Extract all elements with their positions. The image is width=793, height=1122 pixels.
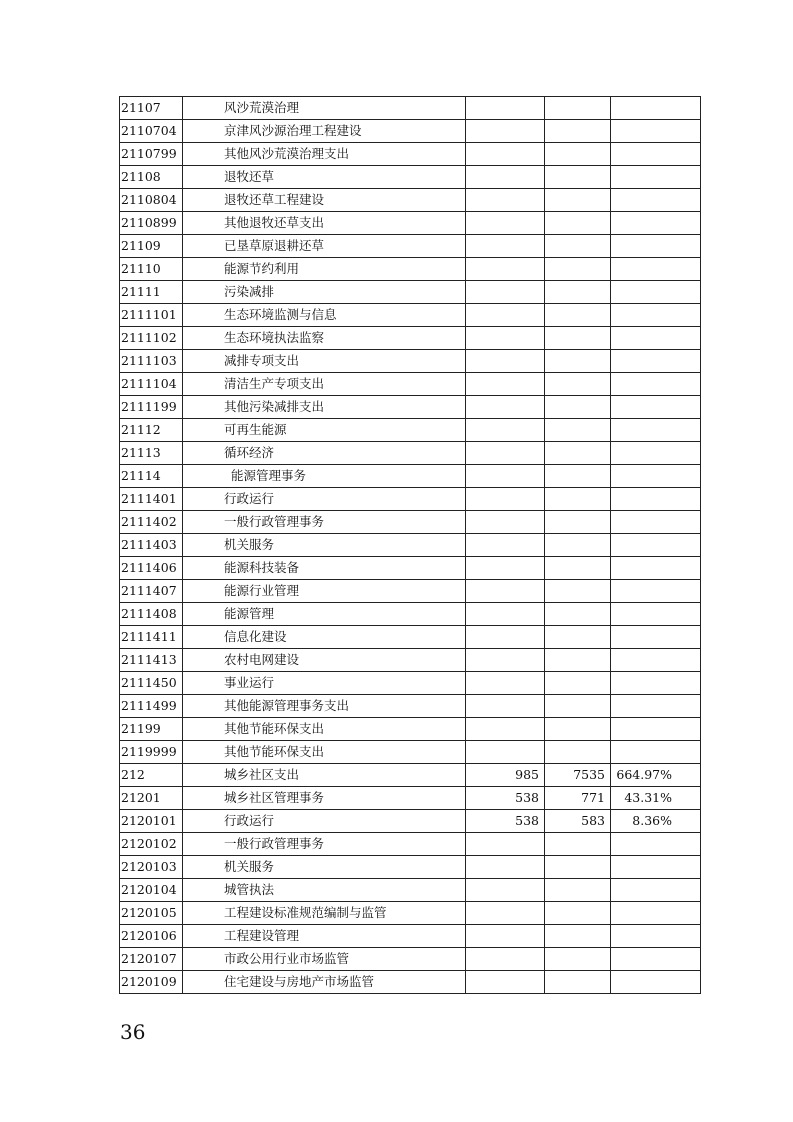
table-row: [120, 672, 701, 695]
value2-cell: [545, 925, 611, 948]
value2-cell: 7535: [545, 764, 611, 787]
code-cell: 21199: [120, 718, 183, 741]
code-cell: 2110899: [120, 212, 183, 235]
code-cell: 2111450: [120, 672, 183, 695]
percent-cell: [611, 902, 701, 925]
name-cell: 其他风沙荒漠治理支出: [183, 143, 466, 166]
table-row: [120, 534, 701, 557]
table-row: [120, 948, 701, 971]
table-row: [120, 741, 701, 764]
value1-cell: [466, 649, 545, 672]
value2-cell: [545, 626, 611, 649]
name-cell: 机关服务: [183, 534, 466, 557]
code-cell: 21108: [120, 166, 183, 189]
code-cell: 21109: [120, 235, 183, 258]
value1-cell: [466, 120, 545, 143]
code-cell: 2111101: [120, 304, 183, 327]
percent-cell: [611, 465, 701, 488]
name-cell: 其他节能环保支出: [183, 718, 466, 741]
code-cell: 2111411: [120, 626, 183, 649]
percent-cell: [611, 971, 701, 994]
value2-cell: [545, 235, 611, 258]
value2-cell: [545, 304, 611, 327]
percent-cell: [611, 350, 701, 373]
value1-cell: [466, 166, 545, 189]
table-row: [120, 281, 701, 304]
value2-cell: [545, 120, 611, 143]
code-cell: 2120104: [120, 879, 183, 902]
name-cell: 能源行业管理: [183, 580, 466, 603]
percent-cell: [611, 235, 701, 258]
name-cell: 退牧还草: [183, 166, 466, 189]
table-row: [120, 442, 701, 465]
code-cell: 2111104: [120, 373, 183, 396]
value1-cell: [466, 419, 545, 442]
value2-cell: [545, 695, 611, 718]
table-row: [120, 511, 701, 534]
value1-cell: [466, 718, 545, 741]
page-number: 36: [120, 1020, 146, 1044]
percent-cell: [611, 672, 701, 695]
name-cell: 退牧还草工程建设: [183, 189, 466, 212]
value2-cell: [545, 603, 611, 626]
value1-cell: [466, 304, 545, 327]
percent-cell: [611, 281, 701, 304]
percent-cell: 664.97%: [611, 764, 701, 787]
value2-cell: [545, 373, 611, 396]
code-cell: 2120103: [120, 856, 183, 879]
code-cell: 2120101: [120, 810, 183, 833]
name-cell: 京津风沙源治理工程建设: [183, 120, 466, 143]
name-cell: 其他能源管理事务支出: [183, 695, 466, 718]
value2-cell: [545, 833, 611, 856]
value1-cell: [466, 258, 545, 281]
code-cell: 2111413: [120, 649, 183, 672]
code-cell: 2111103: [120, 350, 183, 373]
value1-cell: 985: [466, 764, 545, 787]
name-cell: 生态环境监测与信息: [183, 304, 466, 327]
code-cell: 2120102: [120, 833, 183, 856]
code-cell: 2120106: [120, 925, 183, 948]
code-cell: 2111406: [120, 557, 183, 580]
table-row: [120, 120, 701, 143]
percent-cell: [611, 212, 701, 235]
percent-cell: [611, 373, 701, 396]
table-row: [120, 350, 701, 373]
value2-cell: [545, 534, 611, 557]
code-cell: 2111407: [120, 580, 183, 603]
value2-cell: 771: [545, 787, 611, 810]
code-cell: 2111401: [120, 488, 183, 511]
name-cell: 市政公用行业市场监管: [183, 948, 466, 971]
value1-cell: [466, 948, 545, 971]
name-cell: 能源管理事务: [183, 465, 466, 488]
value1-cell: [466, 143, 545, 166]
value1-cell: [466, 327, 545, 350]
name-cell: 循环经济: [183, 442, 466, 465]
code-cell: 2120107: [120, 948, 183, 971]
value1-cell: [466, 580, 545, 603]
name-cell: 风沙荒漠治理: [183, 97, 466, 120]
table-row: [120, 419, 701, 442]
value2-cell: [545, 327, 611, 350]
table-row: [120, 718, 701, 741]
code-cell: 2111499: [120, 695, 183, 718]
code-cell: 2110704: [120, 120, 183, 143]
table-row: [120, 580, 701, 603]
name-cell: 其他污染减排支出: [183, 396, 466, 419]
table-row: [120, 626, 701, 649]
value1-cell: [466, 741, 545, 764]
code-cell: 2120109: [120, 971, 183, 994]
percent-cell: [611, 511, 701, 534]
percent-cell: [611, 856, 701, 879]
name-cell: 减排专项支出: [183, 350, 466, 373]
percent-cell: [611, 166, 701, 189]
value1-cell: [466, 189, 545, 212]
name-cell: 一般行政管理事务: [183, 511, 466, 534]
value2-cell: [545, 212, 611, 235]
table-row: [120, 810, 701, 833]
table-row: [120, 488, 701, 511]
code-cell: 2111102: [120, 327, 183, 350]
percent-cell: [611, 718, 701, 741]
code-cell: 21114: [120, 465, 183, 488]
name-cell: 能源科技装备: [183, 557, 466, 580]
table-row: [120, 557, 701, 580]
percent-cell: [611, 304, 701, 327]
percent-cell: [611, 258, 701, 281]
value2-cell: 583: [545, 810, 611, 833]
value2-cell: [545, 189, 611, 212]
value1-cell: [466, 971, 545, 994]
percent-cell: [611, 143, 701, 166]
value2-cell: [545, 350, 611, 373]
value2-cell: [545, 143, 611, 166]
value1-cell: 538: [466, 787, 545, 810]
value1-cell: [466, 856, 545, 879]
code-cell: 2111408: [120, 603, 183, 626]
name-cell: 其他节能环保支出: [183, 741, 466, 764]
name-cell: 行政运行: [183, 488, 466, 511]
table-row: [120, 235, 701, 258]
value2-cell: [545, 557, 611, 580]
name-cell: 能源管理: [183, 603, 466, 626]
name-cell: 生态环境执法监察: [183, 327, 466, 350]
percent-cell: [611, 925, 701, 948]
budget-table: [119, 96, 701, 994]
code-cell: 2111403: [120, 534, 183, 557]
table-row: [120, 971, 701, 994]
code-cell: 2110804: [120, 189, 183, 212]
table-row: [120, 695, 701, 718]
value1-cell: [466, 534, 545, 557]
name-cell: 信息化建设: [183, 626, 466, 649]
table-row: [120, 304, 701, 327]
value2-cell: [545, 741, 611, 764]
code-cell: 2110799: [120, 143, 183, 166]
name-cell: 清洁生产专项支出: [183, 373, 466, 396]
table-row: [120, 833, 701, 856]
table-row: [120, 373, 701, 396]
name-cell: 能源节约利用: [183, 258, 466, 281]
value2-cell: [545, 902, 611, 925]
name-cell: 行政运行: [183, 810, 466, 833]
value1-cell: [466, 212, 545, 235]
value1-cell: [466, 511, 545, 534]
value2-cell: [545, 672, 611, 695]
code-cell: 21110: [120, 258, 183, 281]
value2-cell: [545, 442, 611, 465]
percent-cell: [611, 419, 701, 442]
name-cell: 机关服务: [183, 856, 466, 879]
value1-cell: [466, 833, 545, 856]
name-cell: 农村电网建设: [183, 649, 466, 672]
table-row: [120, 603, 701, 626]
name-cell: 已垦草原退耕还草: [183, 235, 466, 258]
value1-cell: [466, 925, 545, 948]
value2-cell: [545, 258, 611, 281]
percent-cell: [611, 948, 701, 971]
value2-cell: [545, 488, 611, 511]
value2-cell: [545, 511, 611, 534]
value1-cell: [466, 603, 545, 626]
value2-cell: [545, 97, 611, 120]
percent-cell: [611, 442, 701, 465]
value1-cell: [466, 235, 545, 258]
value1-cell: 538: [466, 810, 545, 833]
value1-cell: [466, 396, 545, 419]
name-cell: 事业运行: [183, 672, 466, 695]
value1-cell: [466, 465, 545, 488]
code-cell: 212: [120, 764, 183, 787]
percent-cell: [611, 649, 701, 672]
value2-cell: [545, 718, 611, 741]
percent-cell: [611, 120, 701, 143]
percent-cell: [611, 741, 701, 764]
code-cell: 21107: [120, 97, 183, 120]
code-cell: 2111199: [120, 396, 183, 419]
table-row: [120, 787, 701, 810]
value2-cell: [545, 281, 611, 304]
value2-cell: [545, 649, 611, 672]
name-cell: 工程建设标准规范编制与监管: [183, 902, 466, 925]
value2-cell: [545, 419, 611, 442]
code-cell: 21111: [120, 281, 183, 304]
percent-cell: [611, 396, 701, 419]
value2-cell: [545, 971, 611, 994]
percent-cell: [611, 603, 701, 626]
percent-cell: [611, 534, 701, 557]
percent-cell: 8.36%: [611, 810, 701, 833]
value1-cell: [466, 626, 545, 649]
name-cell: 城乡社区支出: [183, 764, 466, 787]
value2-cell: [545, 948, 611, 971]
table-row: [120, 212, 701, 235]
table-row: [120, 166, 701, 189]
code-cell: 2120105: [120, 902, 183, 925]
percent-cell: [611, 327, 701, 350]
code-cell: 2119999: [120, 741, 183, 764]
table-row: [120, 189, 701, 212]
value2-cell: [545, 465, 611, 488]
percent-cell: 43.31%: [611, 787, 701, 810]
value1-cell: [466, 97, 545, 120]
percent-cell: [611, 580, 701, 603]
name-cell: 工程建设管理: [183, 925, 466, 948]
percent-cell: [611, 695, 701, 718]
value1-cell: [466, 672, 545, 695]
name-cell: 住宅建设与房地产市场监管: [183, 971, 466, 994]
percent-cell: [611, 557, 701, 580]
value2-cell: [545, 166, 611, 189]
value1-cell: [466, 557, 545, 580]
name-cell: 一般行政管理事务: [183, 833, 466, 856]
value1-cell: [466, 373, 545, 396]
value2-cell: [545, 396, 611, 419]
name-cell: 城管执法: [183, 879, 466, 902]
percent-cell: [611, 488, 701, 511]
table-row: [120, 902, 701, 925]
table-row: [120, 764, 701, 787]
code-cell: 21113: [120, 442, 183, 465]
percent-cell: [611, 189, 701, 212]
name-cell: 可再生能源: [183, 419, 466, 442]
name-cell: 污染减排: [183, 281, 466, 304]
value1-cell: [466, 350, 545, 373]
value1-cell: [466, 695, 545, 718]
table-row: [120, 258, 701, 281]
table-row: [120, 856, 701, 879]
table-row: [120, 396, 701, 419]
percent-cell: [611, 626, 701, 649]
table-row: [120, 97, 701, 120]
percent-cell: [611, 97, 701, 120]
table-body: [120, 97, 701, 994]
value1-cell: [466, 488, 545, 511]
code-cell: 21112: [120, 419, 183, 442]
value1-cell: [466, 281, 545, 304]
table-row: [120, 327, 701, 350]
value2-cell: [545, 879, 611, 902]
value1-cell: [466, 902, 545, 925]
table-row: [120, 143, 701, 166]
table-row: [120, 925, 701, 948]
code-cell: 21201: [120, 787, 183, 810]
value1-cell: [466, 879, 545, 902]
table-row: [120, 879, 701, 902]
name-cell: 其他退牧还草支出: [183, 212, 466, 235]
value2-cell: [545, 580, 611, 603]
table-row: [120, 649, 701, 672]
code-cell: 2111402: [120, 511, 183, 534]
percent-cell: [611, 833, 701, 856]
percent-cell: [611, 879, 701, 902]
value2-cell: [545, 856, 611, 879]
name-cell: 城乡社区管理事务: [183, 787, 466, 810]
value1-cell: [466, 442, 545, 465]
table-row: [120, 465, 701, 488]
